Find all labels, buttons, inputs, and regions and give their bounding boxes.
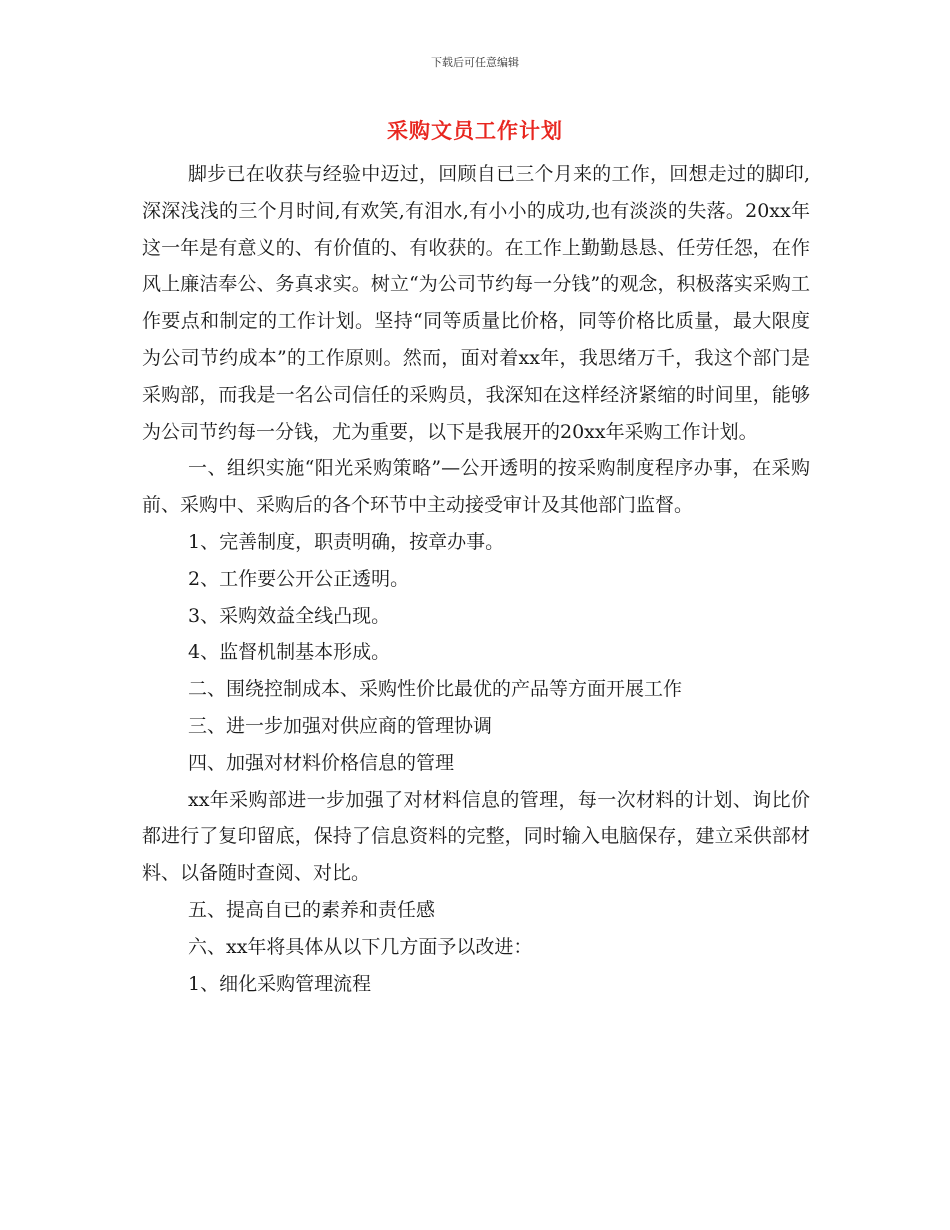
list-item: 4、监督机制基本形成。 <box>188 641 391 664</box>
intro-paragraph: 脚步已在收获与经验中迈过，回顾自已三个月来的工作，回想走过的脚印,深深浅浅的三个月时间,有欢笑,有泪水,有小小的成功,也有淡淡的失落。20xx年这一年是有意义的、有价值的、有收获的。在工作上勤勤恳恳、任劳任怨，在作风上廉洁奉公、务真求实。树立“为公司节约每一分钱”的观念，积极落实采购工作要点和制定的工作计划。坚持“同等质量比价格，同等价格比质量，最大限度为公司节约成本”的工作原则。然而，面对着xx年，我思绪万千，我这个部门是采购部，而我是一名公司信任的采购员，我深知在这样经济紧缩的时间里，能够为公司节约每一分钱，尤为重要，以下是我展开的20xx年采购工作计划。 <box>142 163 810 443</box>
list-item: 3、采购效益全线凸现。 <box>188 604 391 627</box>
list-item: 2、工作要公开公正透明。 <box>188 567 410 590</box>
list-item: 1、完善制度，职责明确，按章办事。 <box>188 530 505 553</box>
document-title: 采购文员工作计划 <box>387 118 563 143</box>
section-heading: 四、加强对材料价格信息的管理 <box>188 751 455 774</box>
section-heading: 三、进一步加强对供应商的管理协调 <box>188 714 493 737</box>
body-paragraph: xx年采购部进一步加强了对材料信息的管理，每一次材料的计划、询比价都进行了复印留底，保持了信息资料的完整，同时输入电脑保存，建立采供部材料、以备随时查阅、对比。 <box>142 788 810 885</box>
list-item: 1、细化采购管理流程 <box>188 972 372 995</box>
page-header-note: 下载后可任意编辑 <box>431 56 519 69</box>
section-heading: 二、围绕控制成本、采购性价比最优的产品等方面开展工作 <box>188 678 683 701</box>
section-one-paragraph: 一、组织实施“阳光采购策略”—公开透明的按采购制度程序办事，在采购前、采购中、采购后的各个环节中主动接受审计及其他部门监督。 <box>142 457 810 517</box>
section-heading: 五、提高自已的素养和责任感 <box>188 898 436 921</box>
section-heading: 六、xx年将具体从以下几方面予以改进： <box>188 935 533 958</box>
document-body <box>142 156 810 1002</box>
